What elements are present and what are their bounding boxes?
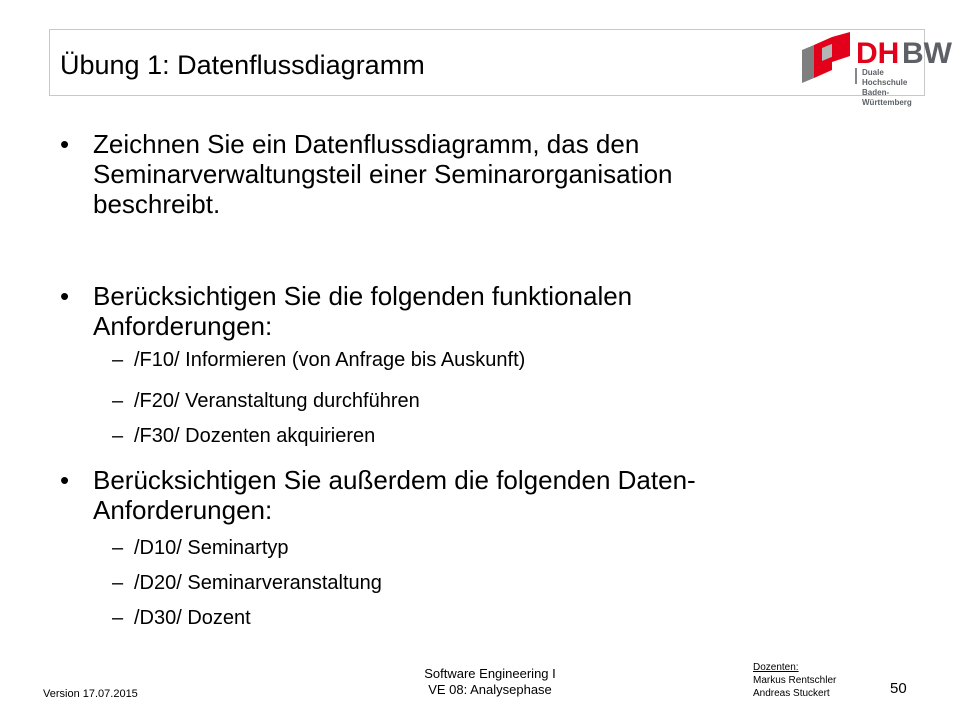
bullet-symbol: • xyxy=(60,465,70,495)
title-box xyxy=(49,29,952,107)
footer-version: Version 17.07.2015 xyxy=(43,688,138,700)
bullet-symbol: • xyxy=(60,281,70,311)
logo-subtitle: Duale Hochschule Baden-Württemberg xyxy=(862,68,912,107)
page-number: 50 xyxy=(890,680,907,697)
footer-lecturers: Dozenten: Markus Rentschler Andreas Stuckert xyxy=(753,662,837,699)
bullet-symbol: • xyxy=(60,129,70,159)
bullet-text: Berücksichtigen Sie die folgenden funktionalen Anforderungen: xyxy=(93,281,633,341)
slide-title: Übung 1: Datenflussdiagramm xyxy=(60,50,425,80)
bullet-text: Berücksichtigen Sie außerdem die folgenden Daten- Anforderungen: xyxy=(93,465,696,525)
svg-text:BW: BW xyxy=(902,37,952,70)
svg-text:DH: DH xyxy=(856,37,900,70)
footer-course: Software Engineering I VE 08: Analysephase xyxy=(424,666,556,697)
bullet-text: Zeichnen Sie ein Datenflussdiagramm, das den Seminarverwaltungsteil einer Seminarorganisation beschreibt. xyxy=(93,129,673,219)
